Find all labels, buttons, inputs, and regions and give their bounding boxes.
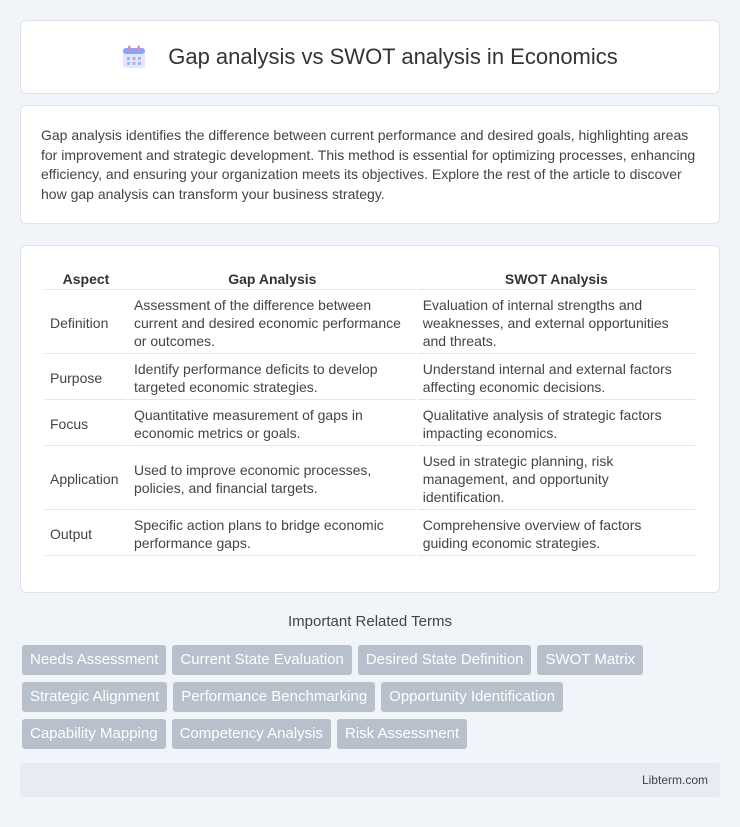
table-cell: Used in strategic planning, risk management, and opportunity identification. [418,448,695,510]
intro-text: Gap analysis identifies the difference between current performance and desired goals, highlighting areas for improvement and strategic development. This method is essential for optimizing processes, enhancing efficiency, and ensuring your organization meets its objectives. Explore the rest of the article to discover how gap analysis can transform your business strategy. [41,127,696,202]
table-header-row [45,266,695,290]
table-cell: Assessment of the difference between current and desired economic performance or outcomes. [129,292,416,354]
table-cell: Focus [45,402,127,446]
table-cell: Understand internal and external factors affecting economic decisions. [418,356,695,400]
header-card [20,20,720,94]
table-cell: Comprehensive overview of factors guiding economic strategies. [418,512,695,556]
comparison-table [43,264,697,558]
column-header: Gap Analysis [129,266,416,290]
calendar-icon [122,45,146,69]
table-cell: Qualitative analysis of strategic factors impacting economics. [418,402,695,446]
related-term-tag[interactable]: Strategic Alignment [22,682,167,712]
table-cell: Purpose [45,356,127,400]
table-cell: Quantitative measurement of gaps in economic metrics or goals. [129,402,416,446]
table-cell: Output [45,512,127,556]
table-row [45,292,695,354]
table-row [45,402,695,446]
column-header: Aspect [45,266,127,290]
table-cell: Specific action plans to bridge economic performance gaps. [129,512,416,556]
related-term-tag[interactable]: Capability Mapping [22,719,166,749]
related-term-tag[interactable]: Needs Assessment [22,645,166,675]
intro-card [20,105,720,224]
table-cell: Used to improve economic processes, policies, and financial targets. [129,448,416,510]
page-title: Gap analysis vs SWOT analysis in Economics [168,44,618,69]
related-term-tag[interactable]: Current State Evaluation [172,645,351,675]
table-cell: Identify performance deficits to develop targeted economic strategies. [129,356,416,400]
column-header: SWOT Analysis [418,266,695,290]
related-terms-title: Important Related Terms [288,613,452,630]
related-term-tag[interactable]: Risk Assessment [337,719,467,749]
table-cell: Application [45,448,127,510]
table-row [45,448,695,510]
related-term-tag[interactable]: Opportunity Identification [381,682,563,712]
related-term-tag[interactable]: SWOT Matrix [537,645,643,675]
related-terms-list [22,645,712,749]
table-row [45,512,695,556]
table-row [45,356,695,400]
footer-brand-link[interactable]: Libterm.com [641,773,708,787]
table-cell: Evaluation of internal strengths and weaknesses, and external opportunities and threats. [418,292,695,354]
footer [20,763,720,797]
comparison-table-card [20,245,720,593]
related-term-tag[interactable]: Desired State Definition [358,645,532,675]
table-cell: Definition [45,292,127,354]
related-term-tag[interactable]: Performance Benchmarking [173,682,375,712]
related-term-tag[interactable]: Competency Analysis [172,719,331,749]
